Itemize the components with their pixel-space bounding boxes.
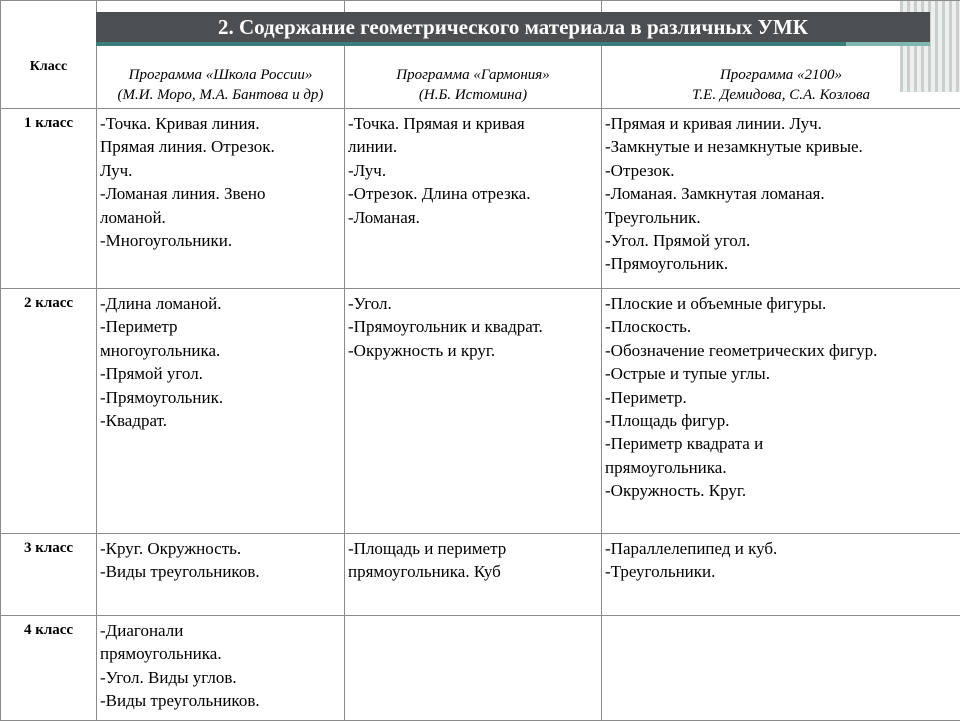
table-row bbox=[1, 616, 960, 721]
program-name: Программа «Гармония» bbox=[345, 65, 601, 85]
program-authors: (Н.Б. Истомина) bbox=[345, 85, 601, 105]
table-cell bbox=[602, 616, 960, 721]
table-cell bbox=[97, 534, 345, 616]
grade-label: 1 класс bbox=[1, 109, 97, 289]
cell-text: -Круг. Окружность. -Виды треугольников. bbox=[100, 537, 342, 584]
program-authors: (М.И. Моро, М.А. Бантова и др) bbox=[97, 85, 344, 105]
table-row bbox=[1, 289, 960, 534]
table-cell bbox=[97, 616, 345, 721]
title-bar bbox=[96, 12, 930, 46]
table-cell bbox=[345, 289, 602, 534]
table-row bbox=[1, 534, 960, 616]
grade-label: 2 класс bbox=[1, 289, 97, 534]
cell-text: -Площадь и периметр прямоугольника. Куб bbox=[348, 537, 599, 584]
table-row bbox=[1, 109, 960, 289]
title-accent-line bbox=[846, 42, 930, 46]
cell-text: -Диагонали прямоугольника. -Угол. Виды углов. -Виды треугольников. bbox=[100, 619, 342, 713]
cell-text: -Длина ломаной. -Периметр многоугольника. -Прямой угол. -Прямоугольник. -Квадрат. bbox=[100, 292, 342, 432]
cell-text: -Точка. Прямая и кривая линии. -Луч. -Отрезок. Длина отрезка. -Ломаная. bbox=[348, 112, 599, 229]
program-name: Программа «2100» bbox=[602, 65, 960, 85]
table-cell bbox=[602, 289, 960, 534]
program-name: Программа «Школа России» bbox=[97, 65, 344, 85]
grade-label: 4 класс bbox=[1, 616, 97, 721]
table-cell bbox=[602, 109, 960, 289]
cell-text: -Плоские и объемные фигуры. -Плоскость. -Обозначение геометрических фигур. -Острые и тупые углы. -Периметр. -Площадь фигур. -Периметр квадрата и прямоугольника. -Окружность. Круг. bbox=[605, 292, 958, 503]
cell-text: -Параллелепипед и куб. -Треугольники. bbox=[605, 537, 958, 584]
table-cell bbox=[345, 109, 602, 289]
table-cell bbox=[345, 616, 602, 721]
page-title: 2. Содержание геометрического материала в различных УМК bbox=[96, 12, 930, 42]
grade-label: 3 класс bbox=[1, 534, 97, 616]
header-class: Класс bbox=[1, 1, 97, 109]
cell-text: -Прямая и кривая линии. Луч. -Замкнутые и незамкнутые кривые. -Отрезок. -Ломаная. Замкнутая ломаная. Треугольник. -Угол. Прямой угол. -Прямоугольник. bbox=[605, 112, 958, 276]
table-cell bbox=[345, 534, 602, 616]
table-cell bbox=[602, 534, 960, 616]
table-cell bbox=[97, 289, 345, 534]
cell-text: -Угол. -Прямоугольник и квадрат. -Окружность и круг. bbox=[348, 292, 599, 362]
table-cell bbox=[97, 109, 345, 289]
program-authors: Т.Е. Демидова, С.А. Козлова bbox=[602, 85, 960, 105]
cell-text: -Точка. Кривая линия. Прямая линия. Отрезок. Луч. -Ломаная линия. Звено ломаной. -Многоугольники. bbox=[100, 112, 342, 252]
